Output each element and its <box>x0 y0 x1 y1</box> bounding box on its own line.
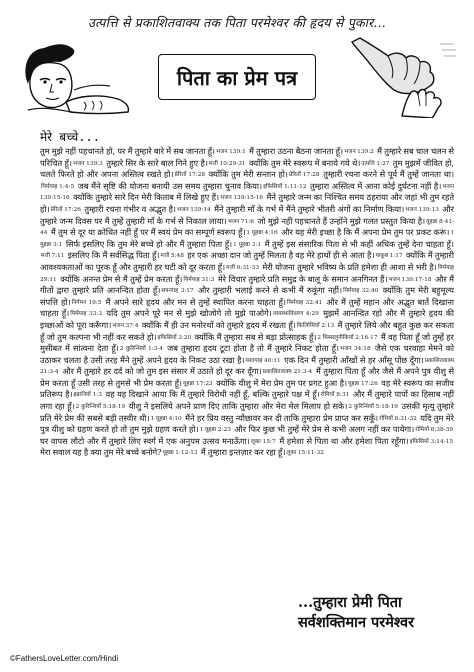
scripture-reference: रोमियों 8:31-32 <box>379 415 417 422</box>
letter-sentence: क्योंकि तुम मेरी सन्तान हो। <box>208 169 288 180</box>
letter-sentence: जैसे एक चरवाहा मेमने को उठाकर चलता है उसी तरह मैंने तुम्हें अपने हृदय के निकट उठा रखा है। <box>40 343 454 365</box>
letter-sentence: और यह मेरी इच्छा है कि मैं अपना प्रेम तुम पर प्रकट करूं। <box>281 227 450 238</box>
closing-line-1: ...तुम्हारा प्रेमी पिता <box>298 594 402 611</box>
letter-sentence: वह यह दिखाने आया कि मैं तुम्हारे विरोधी नहीं हूँ, बल्कि तुम्हारे पक्ष में हूँ। <box>105 389 320 400</box>
scripture-reference: 2 कुरिन्थियों 1:3-4 <box>119 346 164 353</box>
scripture-reference: प्रेरितों 17:28 <box>288 172 320 179</box>
scripture-reference: प्रेरितों 17:28 <box>174 172 206 179</box>
letter-sentence: मैं अपने सारे हृदय और मन से तुम्हें स्थापित करना चाहता हूँ। <box>105 296 286 307</box>
letter-sentence: मैं तुम से दूर या क्रोधित नहीं हूँ पर मैं स्वयं प्रेम का सम्पूर्ण स्वरूप हूँ। <box>50 227 246 238</box>
letter-sentence: तुम्हारी रचना करने से पूर्व मैं तुम्हें जानता था। <box>323 169 454 180</box>
scripture-reference: उत्पत्ति 1:27 <box>361 160 390 167</box>
letter-sentence: यदि तुम अपने पूरे मन से मुझे खोजोगे तो मुझे पाओगे। <box>106 308 272 319</box>
scripture-reference: भजन 139:2 <box>344 149 374 155</box>
scripture-reference: भजन 139:1 <box>216 149 246 155</box>
scripture-reference: यिर्मयाह 33:3 <box>70 311 103 318</box>
letter-sentence: क्योंकि तुम्हारे सारे दिन मेरी किताब में लिखे हुए हैं। <box>73 192 220 203</box>
letter-sentence: क्योंकि तुम मेरी बहुमूल्य संपत्ति हो। <box>40 285 454 307</box>
letter-sentence: मेरे विचार तुम्हारे प्रति समुद्र के बालू के समान अनगिनत हैं। <box>217 273 388 284</box>
scripture-reference: भजन 139:17-18 <box>388 276 432 283</box>
letter-sentence: मैं तुम्हारा उठना बैठना जानता हूँ। <box>249 146 344 156</box>
hands-illustration <box>340 34 462 118</box>
letter-sentence: मैं तुम्हारा इन्तज़ार कर रहा हूँ। <box>200 447 286 458</box>
letter-sentence: क्योंकि अनन्त प्रेम से मैं तुम्हें प्रेम करता हूँ। <box>60 273 183 284</box>
scripture-reference: प्रकाशितवाक्य 21:3-4 <box>262 369 313 376</box>
scripture-reference: इफिसियों 3:14-15 <box>409 438 454 445</box>
scripture-reference: मत्ती 6:31-33 <box>226 264 260 271</box>
scripture-reference: भजन 139:3 <box>72 160 103 167</box>
letter-sentence: जब मैंने सृष्टि की योजना बनायी उस समय तुम्हारा चुनाव किया। <box>77 180 263 191</box>
letter-sentence: तुम मुझमें जीवित हो, चलते फिरते हो और अपना अस्तित्व रखते हो। <box>40 157 454 180</box>
scripture-reference: भजन 139:15-16 <box>40 183 454 202</box>
letter-sentence: और तुम्हारे जन्म दिवस पर मैं तुम्हें तुम्हारी माँ के गर्भ से निकाल लाया। <box>40 203 454 226</box>
letter-sentence: मुझमें आनन्दित रहो और मैं तुम्हारे हृदय की इच्छाओं को पूरा करूँगा। <box>40 308 454 330</box>
scripture-reference: इफिसियों 3:20 <box>157 334 192 341</box>
letter-sentence: और फिर कुछ भी तुम्हें मेरे प्रेम से कभी अलग नहीं कर पायेगा। <box>234 424 415 435</box>
letter-sentence: मैं तुम्हारे लिये और बहुत कुछ कर सकता हूँ जो तुम कल्पना भी नहीं कर सकते हो। <box>40 319 454 342</box>
scripture-reference: रोमियों 8:31 <box>320 392 350 399</box>
scripture-reference: 1 यूहन्ना 3:1 <box>40 230 454 248</box>
scripture-reference: 1 यूहन्ना 3:1 <box>233 241 262 248</box>
scripture-reference: प्रेरितों 17:26 <box>50 206 81 213</box>
footer-copyright: ©FathersLoveLetter.com/Hindi <box>10 654 119 663</box>
letter-sentence: और मैं तुम्हें महान और अद्भुत बातें दिखाना चाहता हूँ। <box>40 296 454 319</box>
letter-sentence: और मैं तुम्हारे पापों का हिसाब नहीं लगा रहा हूँ। <box>40 389 454 412</box>
scripture-reference: यिर्मयाह 1:4-5 <box>41 183 75 190</box>
scripture-reference: सपन्याह 3:17 <box>161 288 194 295</box>
scripture-reference: व्यवस्थाविवरण 4:29 <box>272 311 319 318</box>
letter-sentence: तुम्हारी रचना गंभीर व अद्भुत है। <box>84 203 177 214</box>
tagline: उत्पत्ति से प्रकाशितवाक्य तक पिता परमेश्वर की हृदय से पुकार... <box>88 15 386 30</box>
scripture-reference: निर्गमन 19:5 <box>71 299 102 306</box>
letter-sentence: और तुम्हारी भलाई करने से कभी मैं रुकूंगा नहीं। <box>197 285 343 296</box>
letter-sentence: वह मेरे स्वरूप का सजीव प्रतिरूप है। <box>40 377 454 400</box>
scripture-reference: भजन 139:15-16 <box>220 195 264 202</box>
scripture-reference: मत्ती 5:48 <box>160 253 184 260</box>
letter-sentence: मैंने हर प्रिय वस्तु न्यौछावर कर दी ताकि तुम्हारा प्रेम प्राप्त कर सकूँ। <box>185 412 379 423</box>
letter-sentence: मेरी योजना तुम्हारे भविष्य के प्रति हमेशा ही आशा से भरी है। <box>262 261 437 272</box>
scripture-reference: यिर्मयाह 31:3 <box>183 276 215 283</box>
letter-sentence: इसलिए कि मैं सर्वसिद्ध पिता हूँ। <box>67 250 160 261</box>
letter-sentence: मैंने तुम्हारी माँ के गर्भ में मैंने तुम्हारे भीतरी अंगों का निर्माण किया। <box>214 203 405 214</box>
letter-sentence: तुम मुझे नहीं पहचानते हो, पर मैं तुम्हारे बारे में सब जानता हूँ। <box>40 146 216 156</box>
scripture-reference: यूहन्ना 17:26 <box>348 380 378 387</box>
letter-sentence: मैं तुम्हारे सब चाल चलन से परिचित हूँ। <box>40 146 454 168</box>
letter-sentence: सिर्फ इसलिए कि तुम मेरे बच्चे हो और मैं तुम्हारा पिता हूँ। <box>65 238 233 249</box>
letter-sentence: जब तुम्हारा हृदय टूटा होता है तो मैं तुम्हारे निकट होता हूँ। <box>167 343 340 354</box>
letter-sentence: एक दिन मैं तुम्हारी आँखों से हर आँसू पोंछ दूँगा। <box>284 354 424 365</box>
scripture-reference: यिर्मयाह 32:40 <box>343 288 379 295</box>
letter-sentence: मेरा सवाल यह है क्या तुम मेरे बच्चे बनोगे? <box>40 447 162 458</box>
scripture-reference: रोमियों 8:38-39 <box>415 427 454 434</box>
scripture-reference: भजन 71:6 <box>227 218 254 225</box>
scripture-reference: लूका 15:7 <box>250 438 276 445</box>
scripture-reference: लूका 15:11-32 <box>286 450 324 457</box>
scripture-reference: मत्ती 7:11 <box>41 253 65 260</box>
letter-sentence: क्योंकि मैं तुम्हारा सब से बड़ा प्रोत्साहक हूँ। <box>194 331 317 342</box>
letter-sentence: और मैं तुम्हारे हर दर्द को जो तुम इस संसार में उठाते हो दूर कर दूँगा। <box>62 366 262 377</box>
letter-sentence: मैं वह पिता हूँ जो तुम्हें हर मुसीबत में सांत्वना देता हूँ। <box>40 331 454 354</box>
scripture-reference: मत्ती 10:29-31 <box>208 160 246 167</box>
letter-sentence: घर वापस लौटो और मैं तुम्हारे लिए स्वर्ग में एक अनुपम उत्सव मनाऊँगा। <box>40 435 250 446</box>
scripture-reference: प्रकाशितवाक्य 21:3-4 <box>40 357 454 376</box>
scripture-reference: याकूब 1:17 <box>375 253 403 260</box>
letter-sentence: मैं हमेशा से पिता था और हमेशा पिता रहूँगा। <box>279 435 409 446</box>
scripture-reference: भजन 139:13 <box>405 206 439 213</box>
scripture-reference: 2 कुरिन्थियों 5:18-19 <box>75 404 126 411</box>
scripture-reference: 1 यूहन्ना 2:23 <box>199 427 231 434</box>
letter-title: पिता का प्रेम पत्र <box>158 54 316 100</box>
child-illustration <box>14 40 134 118</box>
scripture-reference: 2 थिस्सलुनीकियों 2:16-17 <box>317 334 378 341</box>
letter-sentence: क्योंकि मैं ही उन मनोरथों को तुम्हारे हृदय में रखता हूँ। <box>141 319 296 330</box>
letter-sentence: तुम्हारे सिर के सारे बाल गिने हुए है। <box>106 157 208 168</box>
scripture-reference: 1 यूहन्ना 4:16 <box>246 230 278 237</box>
scripture-reference: यूहन्ना 1:12-13 <box>162 450 198 457</box>
letter-body <box>40 146 454 594</box>
letter-sentence: यदि तुम मेरे पुत्र यीशु को ग्रहण करते हो तो तुम मुझे ग्रहण करते हो। <box>40 412 454 435</box>
letter-sentence: क्योंकि तुम मेरे स्वरूप में बनाये गये थे। <box>248 157 361 168</box>
letter-sentence: उसकी मृत्यु तुम्हारे प्रति मेरे प्रेम की सबसे बड़ी तस्वीर थी। <box>40 401 454 423</box>
letter-sentence: और मैं गीतों द्वारा तुम्हारे प्रति आनन्दित होता हूँ। <box>40 273 454 296</box>
letter-sentence: मैं तुम्हें इस संसारिक पिता से भी कहीं अधिक तुम्हें देना चाहता हूँ। <box>264 238 454 249</box>
letter-sentence: क्योंकि मैं तुम्हारी आवश्यकताओं का पूरक हूँ और तुम्हारी हर घटी को दूर करता हूँ। <box>40 250 454 272</box>
scripture-reference: फिलिप्पियों 2:13 <box>296 322 335 329</box>
scripture-reference: यूहन्ना 8:41-44 <box>40 218 454 237</box>
letter-sentence: मैं तुम्हारा पिता हूँ और जैसे मैं अपने पुत्र यीशु से प्रेम करता हूँ उसी तरह से तुमसे भी प्रेम करता हूँ। <box>40 366 454 388</box>
letter-sentence: यीशु ने इसलिये अपने प्राण दिए ताकि तुम्हारा और मेरा मेल मिलाप हो सके। <box>128 401 348 412</box>
scripture-reference: इफिसियों 1:11-12 <box>263 183 307 190</box>
scripture-reference: यिर्मयाह 29:11 <box>40 264 454 283</box>
letter-sentence: क्योंकि यीशु में मेरा प्रेम तुम पर प्रगट हुआ है। <box>216 377 348 388</box>
scripture-reference: भजन 139:14 <box>177 206 211 213</box>
closing-line-2: सर्वशक्तिमान परमेश्वर <box>298 614 415 631</box>
scripture-reference: यूहन्ना 17:23 <box>183 380 213 387</box>
scripture-reference: यशायाह 40:11 <box>245 357 281 364</box>
scripture-reference: इब्रानियों 1:3 <box>73 392 102 399</box>
letter-sentence: हर एक अच्छा दान जो तुम्हें मिलता है वह मेरे हाथों ही से आता है। <box>187 250 375 261</box>
letter-sentence: मैंने तुम्हारे जन्म का निश्चित समय ठहराया और जहां भी तुम रहते हो। <box>40 192 454 214</box>
scripture-reference: भजन 37:4 <box>112 322 139 329</box>
salutation: मेरे बच्चे... <box>40 130 100 144</box>
letter-sentence: जो मुझे नहीं पहचानते हैं उन्होंने मुझे गलत प्रस्तुत किया है। <box>257 215 426 226</box>
letter-sentence: तुम्हारा अस्तित्व में आना कोई दुर्घटना नहीं है। <box>310 180 442 191</box>
scripture-reference: 2 कुरिन्थियों 5:18-19 <box>348 404 398 411</box>
scripture-reference: यिर्मयाह 32:41 <box>286 299 323 306</box>
scripture-reference: 1 यूहन्ना 4:10 <box>150 415 182 422</box>
scripture-reference: भजन 34:18 <box>340 346 371 353</box>
